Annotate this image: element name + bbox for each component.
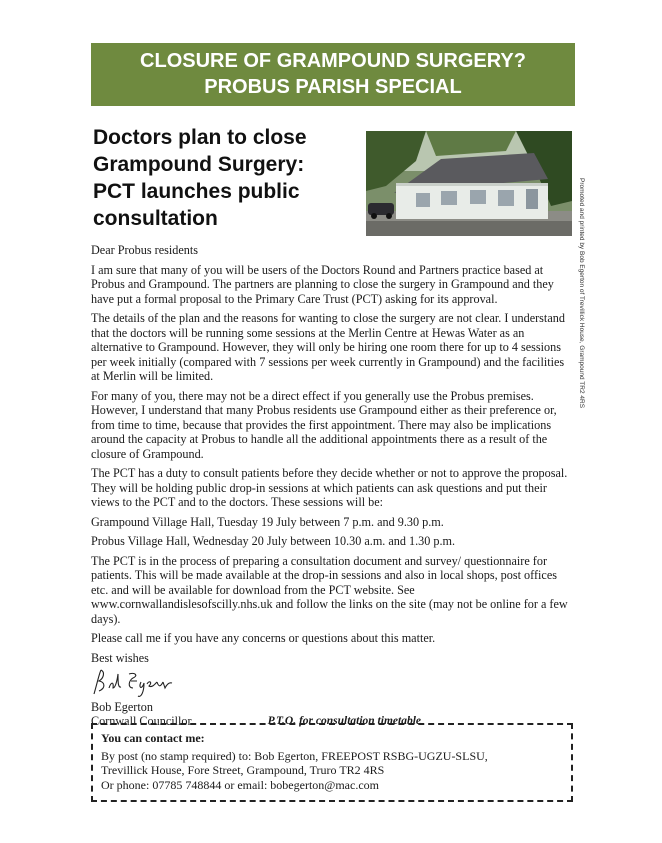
headline-line-2: Grampound Surgery: <box>93 153 305 176</box>
banner-line-2: PROBUS PARISH SPECIAL <box>204 76 462 98</box>
signature-block <box>91 651 573 729</box>
headline-line-4: consultation <box>93 207 218 230</box>
article-headline <box>93 124 363 232</box>
surgery-photo-illustration <box>366 131 572 236</box>
signatory-name: Bob Egerton <box>91 699 153 714</box>
imprint-note: Promoted and printed by Bob Egerton of Trevillick House, Grampound TR2 4RS <box>578 178 585 409</box>
session-grampound: Grampound Village Hall, Tuesday 19 July between 7 p.m. and 9.30 p.m. <box>91 514 444 529</box>
salutation: Dear Probus residents <box>91 243 198 257</box>
handwritten-signature <box>91 666 573 700</box>
contact-post-line-1: By post (no stamp required) to: Bob Egerton, FREEPOST RSBG-UGZU-SLSU, <box>101 748 488 763</box>
contact-post-line-2: Trevillick House, Fore Street, Grampound, Truro TR2 4RS <box>101 763 385 777</box>
paragraph-3: For many of you, there may not be a direct effect if you generally use the Probus premises. However, I understand that many Probus residents use Grampound either as their preference or, from time to time, because that provides the first appointment. There may also be implications around the capacity at Probus to handle all the additional appointments there as a result of the closure of Grampound. <box>91 388 557 461</box>
surgery-building-photo <box>366 131 572 236</box>
contact-title: You can contact me: <box>101 731 205 745</box>
contact-box <box>91 723 573 802</box>
paragraph-5: The PCT is in the process of preparing a consultation document and survey/ questionnaire for patients. This will be made available at the drop-in sessions and also in local shops, post offices etc. and will be available for download from the PCT website. See www.cornwallandislesofscilly.nhs.uk and follow the links on the site (may not be online for a few days). <box>91 553 568 626</box>
paragraph-2: The details of the plan and the reasons for wanting to close the surgery are not clear. I understand that the doctors will be running some sessions at the Merlin Centre at Hewas Water as an alternative to Grampound. However, they will only be hiring one room there for up to 4 sessions per week initially (compared with 7 sessions per week currently in Grampound) and the facilities at Merlin will be limited. <box>91 311 565 383</box>
closing: Best wishes <box>91 651 149 665</box>
contact-phone-email: Or phone: 07785 748844 or email: bobegerton@mac.com <box>101 777 379 792</box>
headline-line-1: Doctors plan to close <box>93 126 307 149</box>
session-probus: Probus Village Hall, Wednesday 20 July between 10.30 a.m. and 1.30 p.m. <box>91 534 456 548</box>
headline-banner <box>91 43 575 106</box>
paragraph-4: The PCT has a duty to consult patients before they decide whether or not to approve the proposal. They will be holding public drop-in sessions at which patients can ask questions and put their views to the PCT and to the doctors. These sessions will be: <box>91 466 568 509</box>
signatory-title: Cornwall Councillor <box>91 714 192 728</box>
pto-note: P.T.O. for consultation timetable <box>267 715 421 727</box>
paragraph-1: I am sure that many of you will be users of the Doctors Round and Partners practice based at Probus and Grampound. The partners are planning to close the surgery in Grampound and they have put a formal proposal to the Primary Care Trust (PCT) asking for its approval. <box>91 262 554 306</box>
signature-drawing <box>91 666 181 700</box>
banner-line-1: CLOSURE OF GRAMPOUND SURGERY? <box>140 50 526 72</box>
letter-body <box>91 243 573 651</box>
paragraph-6: Please call me if you have any concerns or questions about this matter. <box>91 631 436 645</box>
headline-line-3: PCT launches public <box>93 180 300 203</box>
